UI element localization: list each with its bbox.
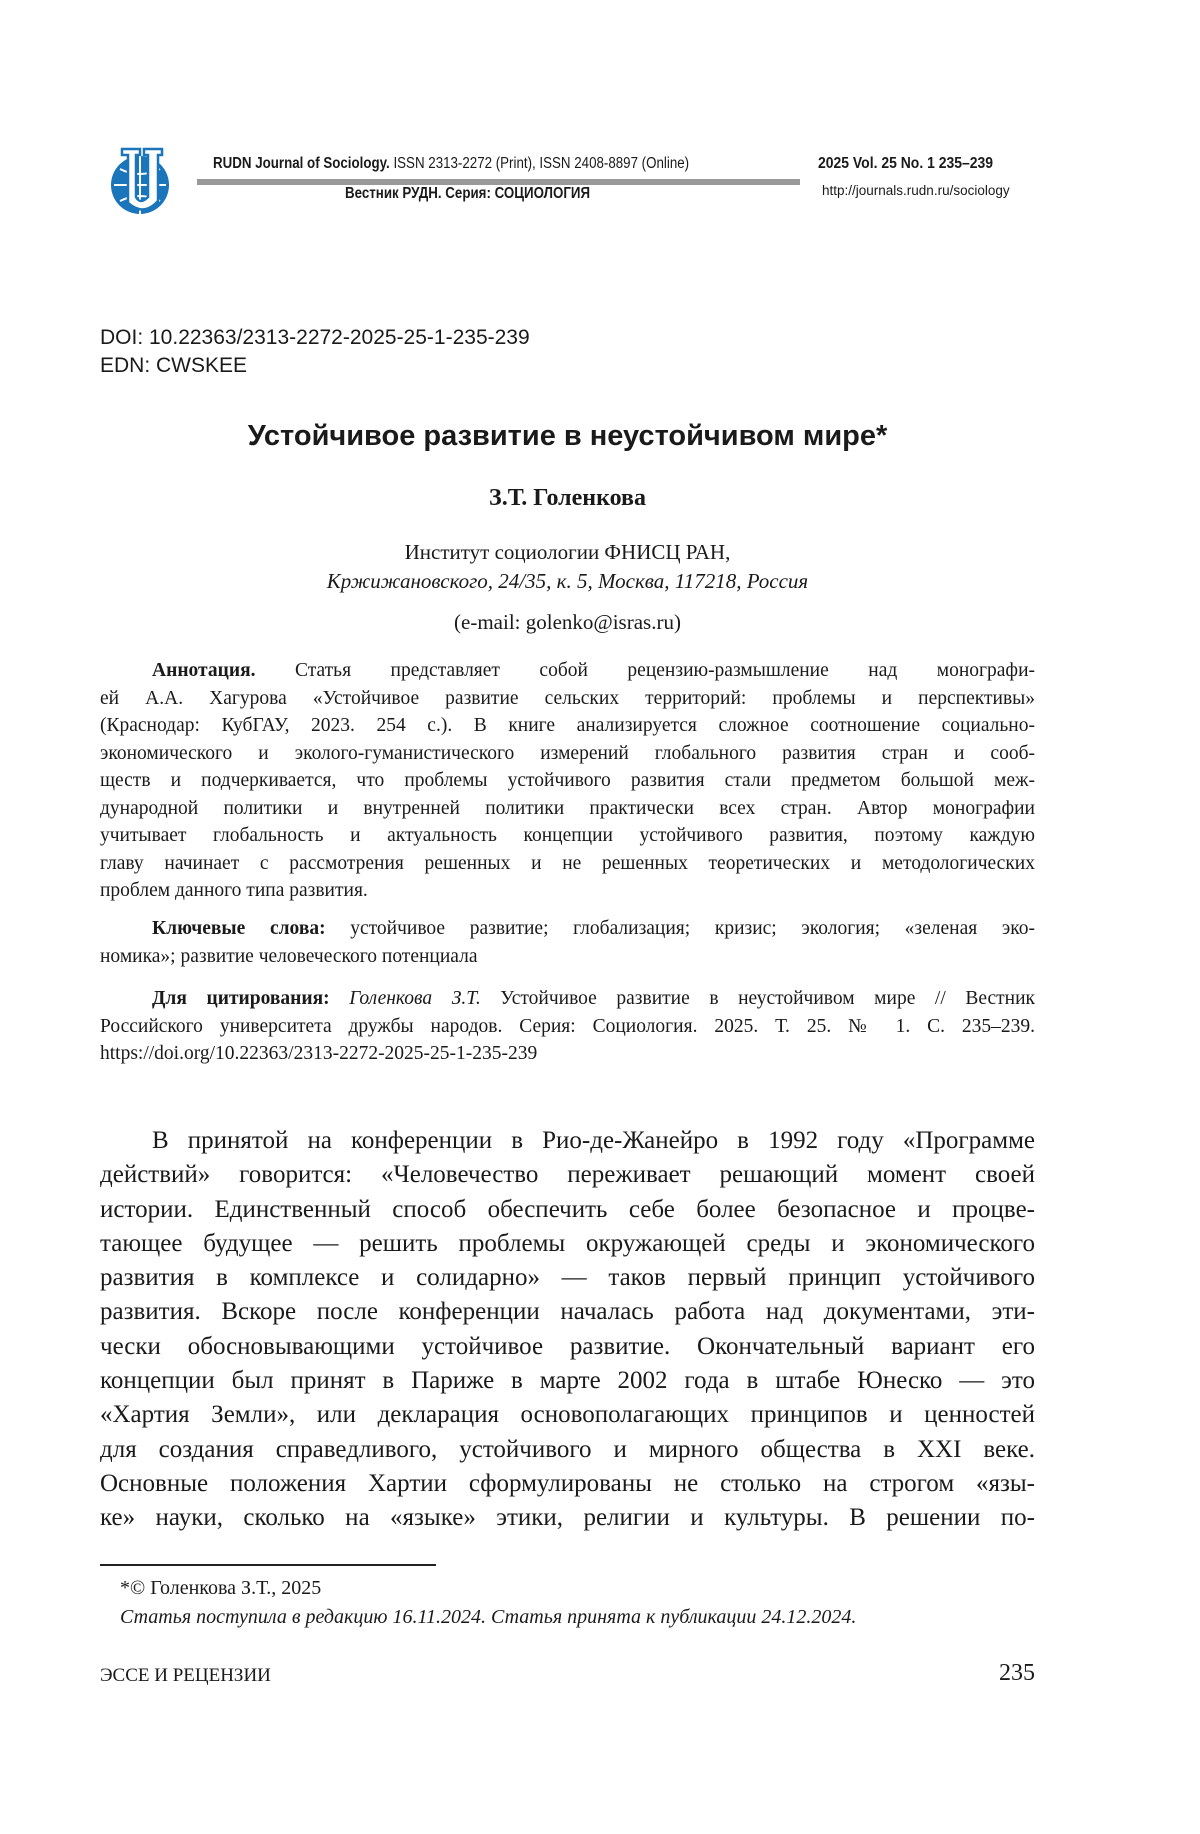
keywords-line: устойчивое развитие; глобализация; кризис; экология; «зеленая эко- — [326, 918, 1035, 939]
abstract-line: учитывает глобальность и актуальность концепции устойчивого развития, поэтому каждую — [100, 822, 1035, 850]
address: Кржижановского, 24/35, к. 5, Москва, 117218, Россия — [0, 569, 1135, 594]
citation-line: Устойчивое развитие в неустойчивом мире // Вестник — [481, 988, 1035, 1009]
abstract-line: Статья представляет собой рецензию-размышление над монографи- — [256, 660, 1035, 681]
body-line: «Хартия Земли», или декларация основополагающих принципов и ценностей — [100, 1398, 1035, 1432]
section-name: ЭССЕ И РЕЦЕНЗИИ — [100, 1665, 271, 1687]
issue-info: 2025 Vol. 25 No. 1 235–239 — [818, 155, 993, 173]
abstract-line: главу начинает с рассмотрения решенных и не решенных теоретических и методологических — [100, 850, 1035, 878]
body-line: развития в комплексе и солидарно» — таков первый принцип устойчивого — [100, 1261, 1035, 1295]
journal-url[interactable]: http://journals.rudn.ru/sociology — [822, 183, 1010, 198]
footnote-rule — [100, 1564, 436, 1566]
journal-logo — [100, 145, 186, 217]
citation-label: Для цитирования: — [152, 988, 330, 1009]
keywords — [100, 915, 1035, 970]
citation-author: Голенкова З.Т. — [330, 988, 481, 1009]
edn: EDN: CWSKEE — [100, 354, 247, 378]
abstract-label: Аннотация. — [152, 660, 256, 681]
keywords-label: Ключевые слова: — [152, 918, 326, 939]
issn: ISSN 2313-2272 (Print), ISSN 2408-8897 (Online) — [390, 155, 689, 172]
author: З.Т. Голенкова — [0, 485, 1135, 512]
abstract-line: экономического и эколого-гуманистического измерений глобального развития стран и сооб- — [100, 740, 1035, 768]
body-line: В принятой на конференции в Рио-де-Жанейро в 1992 году «Программе — [100, 1124, 1035, 1158]
body-line: для создания справедливого, устойчивого и мирного общества в XXI веке. — [100, 1433, 1035, 1467]
footnote-copyright: *© Голенкова З.Т., 2025 — [120, 1577, 321, 1600]
footnote-dates: Статья поступила в редакцию 16.11.2024. Статья принята к публикации 24.12.2024. — [120, 1606, 856, 1629]
citation-doi-link[interactable]: https://doi.org/10.22363/2313-2272-2025-25-1-235-239 — [100, 1040, 1035, 1068]
body-line: чески обосновывающими устойчивое развитие. Окончательный вариант его — [100, 1330, 1035, 1364]
doi: DOI: 10.22363/2313-2272-2025-25-1-235-239 — [100, 326, 530, 350]
abstract-line: ществ и подчеркивается, что проблемы устойчивого развития стали предметом большой меж- — [100, 767, 1035, 795]
abstract-line: ей А.А. Хагурова «Устойчивое развитие сельских территорий: проблемы и перспективы» — [100, 685, 1035, 713]
abstract-line: дународной политики и внутренней политики практически всех стран. Автор монографии — [100, 795, 1035, 823]
body-line: ке» науки, сколько на «языке» этики, религии и культуры. В решении по- — [100, 1501, 1035, 1535]
email: (e-mail: golenko@isras.ru) — [0, 610, 1135, 635]
journal-name-ru: Вестник РУДН. Серия: СОЦИОЛОГИЯ — [345, 185, 590, 203]
affiliation: Институт социологии ФНИСЦ РАН, — [0, 540, 1135, 565]
body-line: Основные положения Хартии сформулированы не столько на строгом «язы- — [100, 1467, 1035, 1501]
abstract-line: проблем данного типа развития. — [100, 877, 1035, 905]
abstract — [100, 657, 1035, 905]
abstract-line: (Краснодар: КубГАУ, 2023. 254 с.). В книге анализируется сложное соотношение социально- — [100, 712, 1035, 740]
article-title: Устойчивое развитие в неустойчивом мире* — [0, 420, 1135, 453]
body-line: тающее будущее — решить проблемы окружающей среды и экономического — [100, 1227, 1035, 1261]
page-number: 235 — [985, 1660, 1035, 1687]
citation-line: Российского университета дружбы народов. Серия: Социология. 2025. Т. 25. № 1. С. 235–239. — [100, 1013, 1035, 1041]
body-line: развития. Вскоре после конференции началась работа над документами, эти- — [100, 1295, 1035, 1329]
citation — [100, 985, 1035, 1068]
body-text — [100, 1124, 1035, 1536]
keywords-line: номика»; развитие человеческого потенциала — [100, 943, 1035, 971]
body-line: действий» говорится: «Человечество переживает решающий момент своей — [100, 1158, 1035, 1192]
body-line: концепции был принят в Париже в марте 2002 года в штабе Юнеско — это — [100, 1364, 1035, 1398]
journal-name-en: RUDN Journal of Sociology. — [213, 155, 390, 172]
body-line: истории. Единственный способ обеспечить себе более безопасное и процве- — [100, 1193, 1035, 1227]
